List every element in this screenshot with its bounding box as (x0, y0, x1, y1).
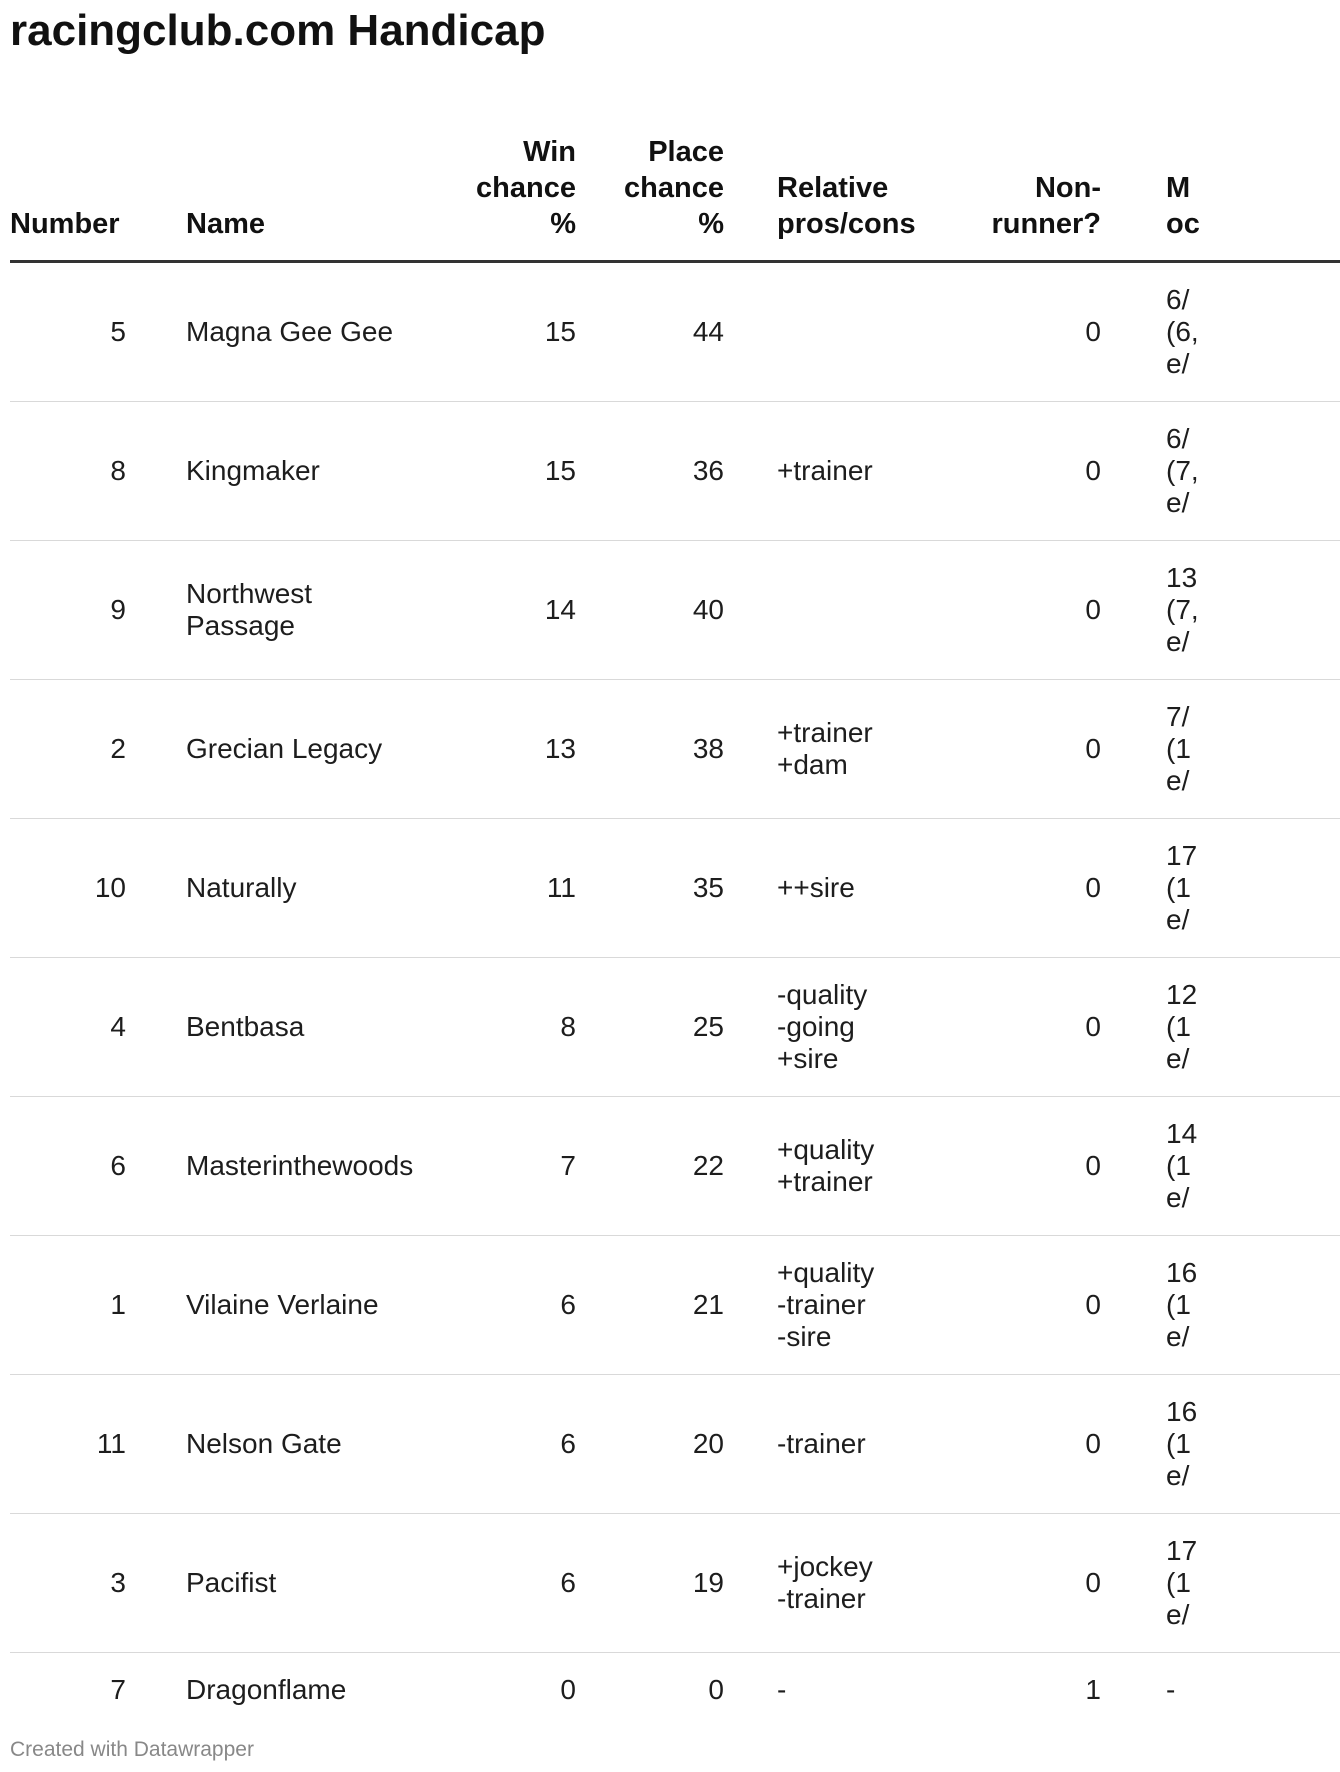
cell-win-chance: 11 (426, 819, 594, 958)
cell-non-runner: 0 (966, 680, 1136, 819)
cell-pros-cons: ++sire (759, 819, 966, 958)
cell-odds: 16 (1 e/ (1136, 1375, 1340, 1514)
cell-win-chance: 6 (426, 1514, 594, 1653)
cell-place-chance: 25 (594, 958, 759, 1097)
cell-name: Naturally (186, 819, 426, 958)
cell-number: 11 (10, 1375, 186, 1514)
cell-non-runner: 0 (966, 1236, 1136, 1375)
cell-place-chance: 22 (594, 1097, 759, 1236)
table-row (10, 1097, 1340, 1236)
cell-win-chance: 14 (426, 541, 594, 680)
cell-non-runner: 1 (1085, 1673, 1101, 1705)
table-body (10, 262, 1340, 1727)
cell-number: 9 (10, 541, 186, 680)
column-header-non-runner[interactable]: Non- runner? (966, 100, 1136, 262)
chart-title: racingclub.com Handicap (10, 6, 546, 55)
cell-pros-cons: +trainer (759, 402, 966, 541)
table-row (10, 1653, 1340, 1727)
cell-win-chance: 15 (426, 402, 594, 541)
cell-place-chance: 35 (594, 819, 759, 958)
cell-win-chance: 0 (560, 1673, 576, 1705)
cell-name: Northwest Passage (186, 541, 426, 680)
cell-name: Vilaine Verlaine (186, 1236, 426, 1375)
cell-number: 3 (10, 1514, 186, 1653)
cell-number: 7 (110, 1673, 126, 1705)
cell-pros-cons: +jockey -trainer (759, 1514, 966, 1653)
cell-name: Bentbasa (186, 958, 426, 1097)
cell-win-chance: 13 (426, 680, 594, 819)
cell-place-chance: 21 (594, 1236, 759, 1375)
cell-name: Dragonflame (186, 1673, 347, 1705)
cell-non-runner: 0 (966, 819, 1136, 958)
cell-number: 6 (10, 1097, 186, 1236)
cell-name: Magna Gee Gee (186, 262, 426, 402)
cell-odds: - (1166, 1673, 1176, 1705)
table-row (10, 1236, 1340, 1375)
datawrapper-credit: Created with Datawrapper (10, 1738, 254, 1761)
table-row (10, 819, 1340, 958)
cell-odds: 17 (1 e/ (1136, 819, 1340, 958)
cell-pros-cons: +trainer +dam (759, 680, 966, 819)
cell-odds: 6/ (7, e/ (1136, 402, 1340, 541)
cell-pros-cons (759, 262, 966, 402)
cell-odds: 7/ (1 e/ (1136, 680, 1340, 819)
cell-win-chance: 6 (426, 1236, 594, 1375)
cell-odds: 6/ (6, e/ (1136, 262, 1340, 402)
cell-place-chance: 36 (594, 402, 759, 541)
table-row (10, 1514, 1340, 1653)
cell-number: 10 (10, 819, 186, 958)
cell-win-chance: 15 (426, 262, 594, 402)
column-header-win-chance[interactable]: Win chance % (426, 100, 594, 262)
cell-pros-cons: -trainer (759, 1375, 966, 1514)
cell-odds: 12 (1 e/ (1136, 958, 1340, 1097)
cell-pros-cons: +quality +trainer (759, 1097, 966, 1236)
cell-non-runner: 0 (966, 958, 1136, 1097)
table-row (10, 1375, 1340, 1514)
table-row (10, 958, 1340, 1097)
cell-odds: 14 (1 e/ (1136, 1097, 1340, 1236)
cell-non-runner: 0 (966, 262, 1136, 402)
cell-number: 8 (10, 402, 186, 541)
cell-pros-cons: +quality -trainer -sire (759, 1236, 966, 1375)
column-header-pros-cons[interactable]: Relative pros/cons (759, 100, 966, 262)
handicap-table (10, 100, 1340, 1726)
column-header-number[interactable]: Number (10, 100, 186, 262)
cell-place-chance: 20 (594, 1375, 759, 1514)
cell-win-chance: 8 (426, 958, 594, 1097)
data-table-container (10, 100, 1220, 1705)
column-header-odds[interactable]: M oc (1136, 100, 1340, 262)
cell-number: 2 (10, 680, 186, 819)
cell-name: Grecian Legacy (186, 680, 426, 819)
cell-non-runner: 0 (966, 1514, 1136, 1653)
cell-name: Kingmaker (186, 402, 426, 541)
cell-win-chance: 7 (426, 1097, 594, 1236)
cell-pros-cons (759, 541, 966, 680)
cell-place-chance: 0 (708, 1673, 724, 1705)
cell-non-runner: 0 (966, 1097, 1136, 1236)
cell-number: 4 (10, 958, 186, 1097)
table-row (10, 262, 1340, 402)
cell-name: Masterinthewoods (186, 1097, 426, 1236)
cell-name: Nelson Gate (186, 1375, 426, 1514)
header-row (10, 100, 1340, 262)
table-row (10, 680, 1340, 819)
cell-number: 1 (10, 1236, 186, 1375)
column-header-name[interactable]: Name (186, 100, 426, 262)
cell-odds: 16 (1 e/ (1136, 1236, 1340, 1375)
cell-non-runner: 0 (966, 1375, 1136, 1514)
cell-odds: 17 (1 e/ (1136, 1514, 1340, 1653)
column-header-place-chance[interactable]: Place chance % (594, 100, 759, 262)
cell-place-chance: 44 (594, 262, 759, 402)
table-row (10, 541, 1340, 680)
cell-win-chance: 6 (426, 1375, 594, 1514)
cell-pros-cons: - (777, 1673, 787, 1705)
cell-place-chance: 19 (594, 1514, 759, 1653)
cell-place-chance: 40 (594, 541, 759, 680)
table-row (10, 402, 1340, 541)
cell-odds: 13 (7, e/ (1136, 541, 1340, 680)
cell-number: 5 (10, 262, 186, 402)
cell-name: Pacifist (186, 1514, 426, 1653)
cell-non-runner: 0 (966, 402, 1136, 541)
cell-place-chance: 38 (594, 680, 759, 819)
cell-non-runner: 0 (966, 541, 1136, 680)
cell-pros-cons: -quality -going +sire (759, 958, 966, 1097)
